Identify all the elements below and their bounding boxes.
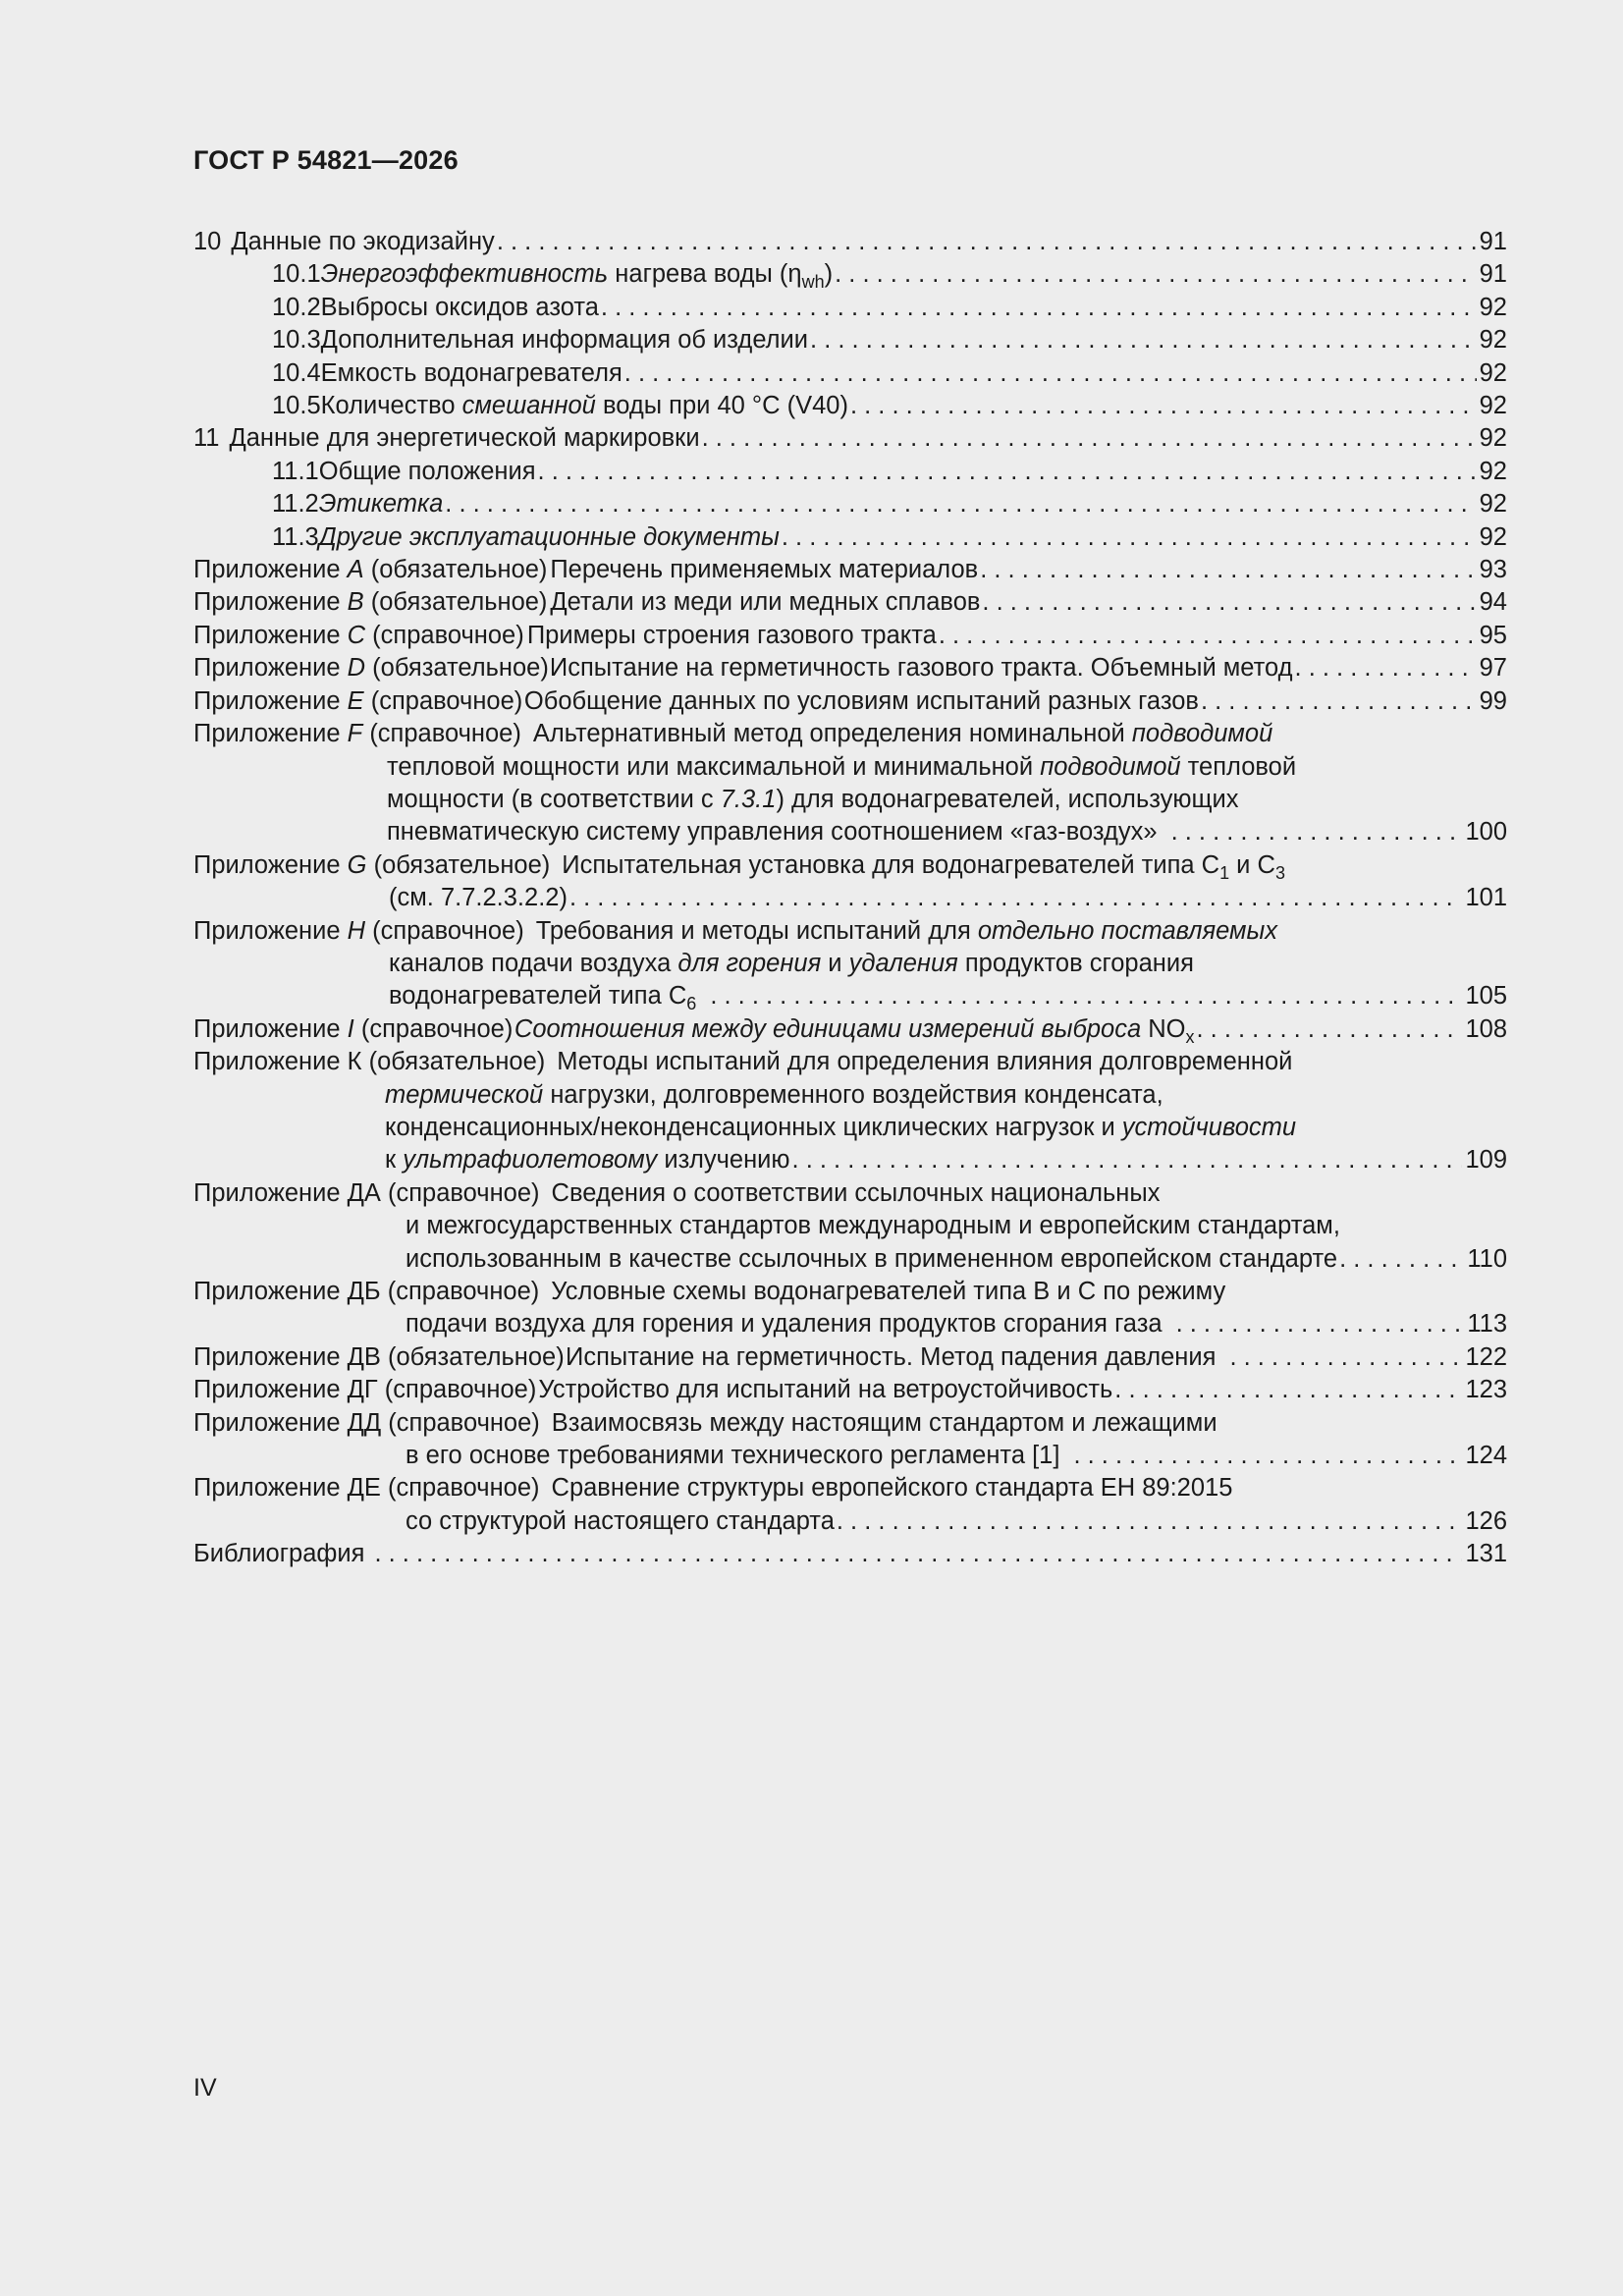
toc-entry-title: Количество смешанной воды при 40 °C (V40) [320,392,848,420]
toc-entry-title-line: мощности (в соответствии с 7.3.1) для водонагревателей, использующих [387,785,1239,813]
toc-entry-10-4[interactable] [193,357,1507,390]
appendix-label: Приложение I (справочное) [193,1014,514,1043]
toc-entry-title-line: использованным в качестве ссылочных в примененном европейском стандарте [406,1244,1338,1273]
appendix-label: Приложение E (справочное) [193,686,523,715]
toc-entry-number: 11 [193,424,220,453]
toc-entry-title: Этикетка [318,490,444,519]
toc-leader-dots [939,620,1477,652]
toc-page-number: 91 [1479,260,1507,289]
toc-entry-number: 11.2 [272,490,319,519]
toc-page-number: 122 [1465,1342,1507,1371]
toc-entry-title: Обобщение данных по условиям испытаний разных газов [523,686,1199,715]
toc-entry-title: Испытание на герметичность газового тракта. Объемный метод [549,654,1293,683]
toc-entry-title-line: в его основе требованиями технического регламента [1] [406,1442,1060,1470]
toc-entry-number: 11.3 [272,522,319,551]
toc-entry-title: Перечень применяемых материалов [550,556,979,584]
toc-leader-dots [624,357,1477,390]
toc-page-number: 92 [1479,522,1507,551]
toc-entry-10-1[interactable] [193,258,1507,291]
toc-entry-title: Другие эксплуатационные документы [318,522,780,551]
toc-appendix-c[interactable] [193,620,1507,652]
toc-page-number: 105 [1465,982,1507,1011]
document-header: ГОСТ Р 54821—2026 [193,145,459,175]
toc-leader-dots [980,554,1476,586]
toc-page-number: 126 [1465,1506,1507,1535]
appendix-label: Приложение ДВ (обязательное) [193,1342,565,1371]
toc-leader-dots [792,1144,1463,1176]
toc-entry-title-line: и межгосударственных стандартов международным и европейским стандартам, [406,1212,1340,1240]
appendix-label: Приложение F (справочное) [193,720,521,748]
toc-entry-title-line: (см. 7.7.2.3.2.2) [389,884,568,912]
toc-page-number: 109 [1465,1146,1507,1175]
appendix-label: Приложение A (обязательное) [193,556,548,584]
toc-leader-dots [1176,1308,1465,1340]
toc-leader-dots [445,488,1476,520]
toc-leader-dots [374,1538,1462,1570]
appendix-label: Приложение ДБ (справочное) [193,1278,540,1305]
toc-page-number: 101 [1465,884,1507,912]
appendix-label: Приложение G (обязательное) [193,850,551,879]
toc-page-number: 91 [1479,228,1507,255]
toc-entry-title-line: Взаимосвязь между настоящим стандартом и лежащими [551,1408,1217,1437]
toc-entry-title-line: конденсационных/неконденсационных циклических нагрузок и устойчивости [385,1113,1297,1141]
toc-page-number: 92 [1479,490,1507,519]
toc-entry-title-line: водонагревателей типа $C_6$ [389,982,697,1014]
toc-entry-title-line: Условные схемы водонагревателей типа B и C по режиму [551,1278,1226,1305]
toc-entry-title-line: Сравнение структуры европейского стандарта ЕН 89:2015 [551,1474,1233,1503]
toc-appendix-da[interactable] [193,1177,1507,1276]
toc-leader-dots [1196,1013,1462,1046]
toc-appendix-k[interactable] [193,1046,1507,1177]
toc-entry-title-line: Альтернативный метод определения номинальной подводимой [532,720,1273,748]
toc-entry-title: Емкость водонагревателя [320,358,622,387]
toc-page-number: 123 [1465,1376,1507,1404]
toc-entry-number: 10.3 [272,326,321,355]
toc-entry-11-3[interactable] [193,521,1507,554]
toc-entry-title: Библиография [193,1540,365,1568]
toc-entry-number: 10 [193,228,222,255]
toc-appendix-a[interactable] [193,554,1507,586]
toc-entry-title: Детали из меди или медных сплавов [550,588,981,617]
toc-entry-title-line: пневматическую систему управления соотношением «газ-воздух» [387,818,1158,847]
toc-page-number: 99 [1479,686,1507,715]
toc-appendix-db[interactable] [193,1276,1507,1341]
toc-leader-dots [569,882,1463,914]
toc-entry-title-line: к ультрафиолетовому излучению [385,1146,790,1175]
toc-leader-dots [710,980,1462,1012]
toc-entry-10[interactable] [193,226,1507,258]
appendix-label: Приложение C (справочное) [193,621,524,649]
appendix-label: Приложение ДГ (справочное) [193,1376,537,1404]
toc-leader-dots [1295,652,1477,684]
toc-appendix-e[interactable] [193,685,1507,718]
toc-entry-title: Общие положения [318,457,536,485]
toc-entry-title-line: Методы испытаний для определения влияния долговременной [557,1048,1293,1076]
toc-entry-11[interactable] [193,422,1507,455]
toc-leader-dots [850,390,1477,422]
toc-entry-title: Испытание на герметичность. Метод падения давления [566,1342,1217,1371]
toc-entry-title-line: каналов подачи воздуха для горения и удаления продуктов сгорания [389,949,1194,977]
appendix-label: Приложение H (справочное) [193,916,524,945]
toc-leader-dots [1201,685,1477,718]
toc-page-number: 93 [1479,556,1507,584]
toc-leader-dots [1114,1374,1462,1406]
table-of-contents [193,226,1507,1571]
toc-page-number: 92 [1479,326,1507,355]
toc-leader-dots [1339,1243,1464,1276]
toc-appendix-d[interactable] [193,652,1507,684]
toc-page-number: 108 [1465,1014,1507,1043]
toc-entry-title-line: термической нагрузки, долговременного воздействия конденсата, [385,1080,1163,1109]
toc-page-number: 92 [1479,424,1507,453]
toc-page-number: 92 [1479,392,1507,420]
toc-entry-number: 10.5 [272,392,321,420]
toc-leader-dots [538,456,1477,488]
toc-appendix-g[interactable] [193,849,1507,915]
page-number-footer: IV [193,2074,217,2102]
toc-page-number: 131 [1465,1540,1507,1568]
toc-appendix-b[interactable] [193,586,1507,619]
toc-entry-title: Данные по экодизайну [231,228,495,255]
toc-entry-title-line: Испытательная установка для водонагревателей типа $C_1$ и $C_3$ [562,850,1285,883]
toc-entry-title: Дополнительная информация об изделии [320,326,809,355]
toc-appendix-i[interactable] [193,1013,1507,1046]
toc-page-number: 113 [1467,1310,1507,1339]
toc-page-number: 94 [1479,588,1507,617]
toc-entry-title: Энергоэффективность нагрева воды $(\eta_{wh})$ [320,260,834,293]
toc-entry-number: 11.1 [272,457,319,485]
toc-appendix-h[interactable] [193,915,1507,1013]
toc-entry-title: Примеры строения газового тракта [526,621,937,649]
toc-entry-10-2[interactable] [193,292,1507,324]
toc-entry-title: Соотношения между единицами измерений выброса $NO_x$ [514,1014,1195,1047]
toc-leader-dots [497,226,1477,258]
toc-leader-dots [1171,816,1463,848]
toc-appendix-f[interactable] [193,718,1507,849]
toc-appendix-dd[interactable] [193,1407,1507,1473]
toc-entry-title: Устройство для испытаний на ветроустойчивость [538,1376,1113,1404]
toc-appendix-de[interactable] [193,1472,1507,1538]
toc-page-number: 92 [1479,293,1507,321]
toc-entry-title-line: со структурой настоящего стандарта [406,1506,835,1535]
toc-page-number: 97 [1479,654,1507,683]
toc-leader-dots [982,586,1476,619]
appendix-label: Приложение D (обязательное) [193,654,549,683]
toc-page-number: 100 [1465,818,1507,847]
toc-leader-dots [601,292,1477,324]
toc-page-number: 95 [1479,621,1507,649]
toc-entry-11-1[interactable] [193,456,1507,488]
toc-entry-title: Выбросы оксидов азота [320,293,599,321]
toc-entry-title-line: подачи воздуха для горения и удаления продуктов сгорания газа [406,1310,1163,1339]
toc-appendix-dg[interactable] [193,1374,1507,1406]
toc-leader-dots [810,324,1477,356]
toc-entry-10-5[interactable] [193,390,1507,422]
toc-page-number: 92 [1479,358,1507,387]
appendix-label: Приложение ДА (справочное) [193,1178,540,1207]
toc-leader-dots [702,422,1477,455]
toc-leader-dots [1229,1341,1462,1374]
toc-entry-title-line: тепловой мощности или максимальной и минимальной подводимой тепловой [387,752,1297,781]
toc-entry-11-2[interactable] [193,488,1507,520]
toc-entry-title-line: Сведения о соответствии ссылочных национальных [551,1178,1161,1207]
toc-entry-number: 10.4 [272,358,321,387]
toc-entry-number: 10.2 [272,293,321,321]
toc-entry-title-line: Требования и методы испытаний для отдельно поставляемых [535,916,1277,945]
toc-leader-dots [837,1505,1463,1538]
appendix-label: Приложение К (обязательное) [193,1048,546,1076]
toc-page-number: 92 [1479,457,1507,485]
toc-leader-dots [1073,1440,1462,1472]
appendix-label: Приложение ДД (справочное) [193,1408,540,1437]
toc-appendix-dv[interactable] [193,1341,1507,1374]
toc-page-number: 124 [1465,1442,1507,1470]
appendix-label: Приложение B (обязательное) [193,588,548,617]
toc-page-number: 110 [1467,1244,1507,1273]
toc-entry-10-3[interactable] [193,324,1507,356]
toc-bibliography[interactable] [193,1538,1507,1570]
toc-entry-title: Данные для энергетической маркировки [229,424,700,453]
toc-entry-number: 10.1 [272,260,321,289]
toc-leader-dots [782,521,1477,554]
toc-leader-dots [835,258,1477,291]
appendix-label: Приложение ДЕ (справочное) [193,1474,540,1503]
